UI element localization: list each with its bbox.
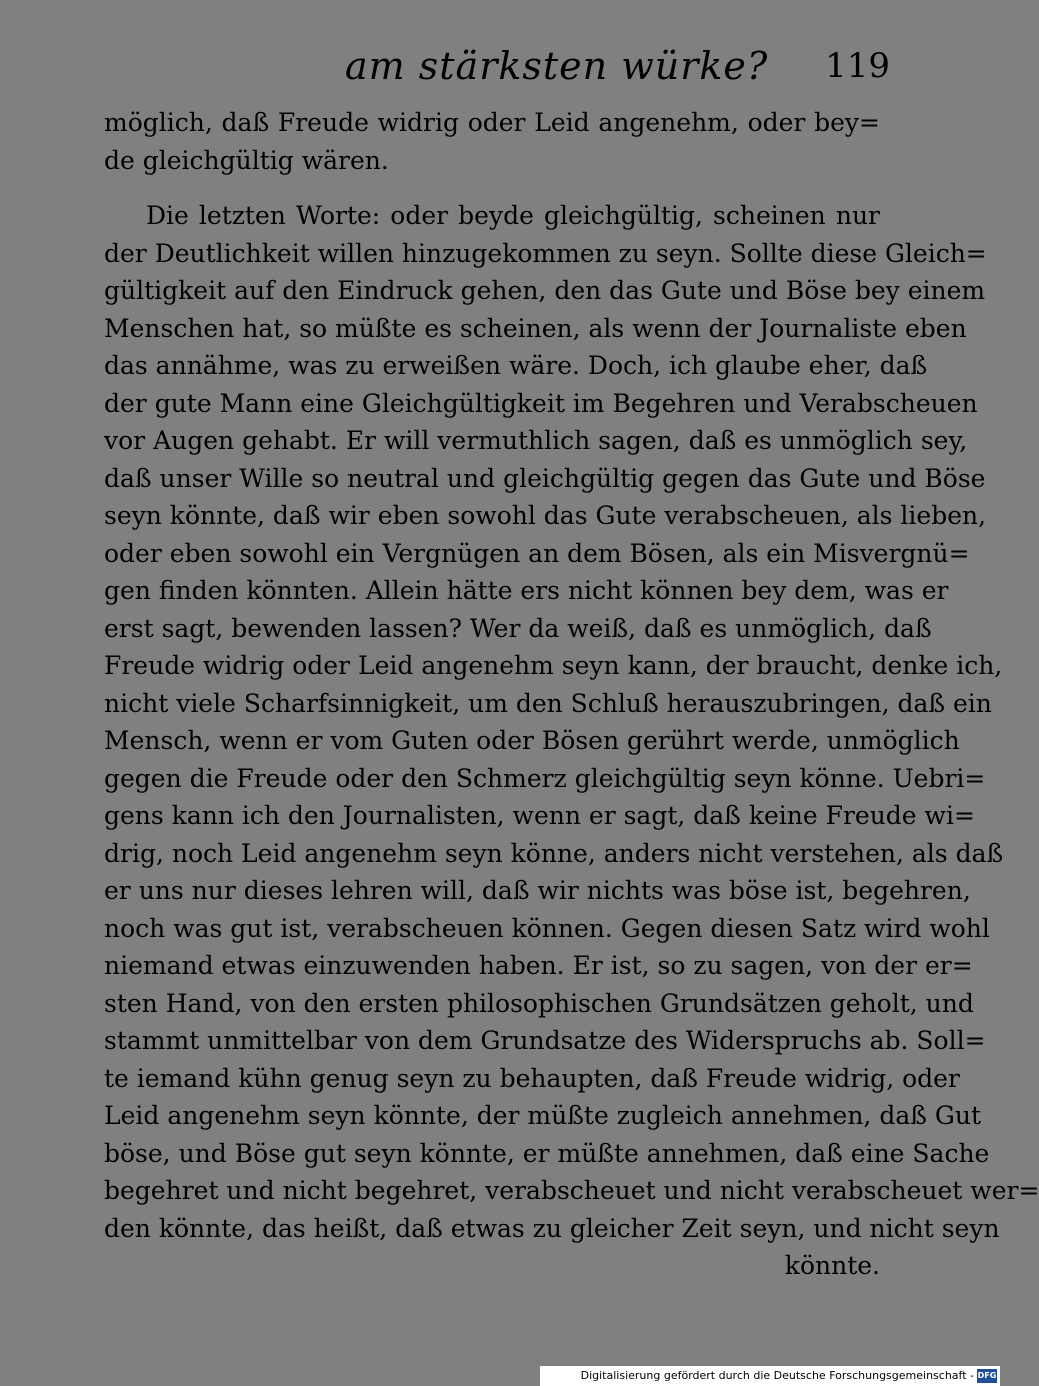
text-line: der gute Mann eine Gleichgültigkeit im Begehren und Verabscheuen [104,388,978,418]
paragraph-1 [104,104,880,179]
text-line: gen finden könnten. Allein hätte ers nicht können bey dem, was er [104,576,949,605]
text-line: er uns nur dieses lehren will, daß wir nichts was böse ist, begehren, [104,876,971,905]
text-line: erst sagt, bewenden lassen? Wer da weiß, daß es unmöglich, daß [104,613,932,643]
text-line: seyn könnte, daß wir eben sowohl das Gute verabscheuen, als lieben, [104,501,987,530]
text-line: das annähme, was zu erweißen wäre. Doch, ich glaube eher, daß [104,351,928,380]
text-line: böse, und Böse gut seyn könnte, er müßte annehmen, daß eine Sache [104,1138,990,1168]
dfg-logo-icon: DFG [977,1369,997,1383]
text-line: oder eben sowohl ein Vergnügen an dem Bösen, als ein Misvergnü= [104,538,970,568]
text-line: Leid angenehm seyn könnte, der müßte zugleich annehmen, daß Gut [104,1101,982,1130]
running-title: am stärksten würke? [345,44,769,88]
text-line: te iemand kühn genug seyn zu behaupten, daß Freude widrig, oder [104,1063,960,1093]
text-line: daß unser Wille so neutral und gleichgültig gegen das Gute und Böse [104,463,986,493]
text-line: gegen die Freude oder den Schmerz gleichgültig seyn könne. Uebri= [104,763,986,793]
text-line: sten Hand, von den ersten philosophischen Grundsätzen geholt, und [104,988,974,1018]
text-line: drig, noch Leid angenehm seyn könne, anders nicht verstehen, als daß [104,838,1004,868]
text-line: niemand etwas einzuwenden haben. Er ist, so zu sagen, von der er= [104,951,973,980]
text-line: vor Augen gehabt. Er will vermuthlich sagen, daß es unmöglich sey, [104,426,968,455]
running-head [100,38,890,94]
text-line: begehret und nicht begehret, verabscheuet und nicht verabscheuet wer= [104,1176,1039,1205]
text-line: möglich, daß Freude widrig oder Leid angenehm, oder bey= [104,108,880,137]
text-line: den könnte, das heißt, daß etwas zu gleicher Zeit seyn, und nicht seyn [104,1213,1000,1243]
text-line: Menschen hat, so müßte es scheinen, als wenn der Journaliste eben [104,313,967,343]
text-line: gens kann ich den Journalisten, wenn er sagt, daß keine Freude wi= [104,801,975,830]
text-line: Freude widrig oder Leid angenehm seyn kann, der braucht, denke ich, [104,651,1003,680]
paragraph-2 [104,197,1039,1285]
text-line: stammt unmittelbar von dem Grundsatze des Widerspruchs ab. Soll= [104,1026,986,1055]
text-line: noch was gut ist, verabscheuen können. Gegen diesen Satz wird wohl [104,913,990,943]
page-number: 119 [825,46,890,86]
text-line: Mensch, wenn er vom Guten oder Bösen gerührt werde, unmöglich [104,726,960,755]
digitization-footer [540,1366,1000,1386]
text-line: gültigkeit auf den Eindruck gehen, den das Gute und Böse bey einem [104,276,986,305]
text-block [104,104,1039,1285]
catchword: könnte. [784,1251,880,1280]
text-line: nicht viele Scharfsinnigkeit, um den Schluß herauszubringen, daß ein [104,688,992,718]
footer-credit-text: Digitalisierung gefördert durch die Deutsche Forschungsgemeinschaft - [580,1369,974,1382]
text-line: Die letzten Worte: oder beyde gleichgültig, scheinen nur [146,201,880,230]
text-line: der Deutlichkeit willen hinzugekommen zu seyn. Sollte diese Gleich= [104,238,987,268]
text-line: de gleichgültig wären. [104,145,389,175]
